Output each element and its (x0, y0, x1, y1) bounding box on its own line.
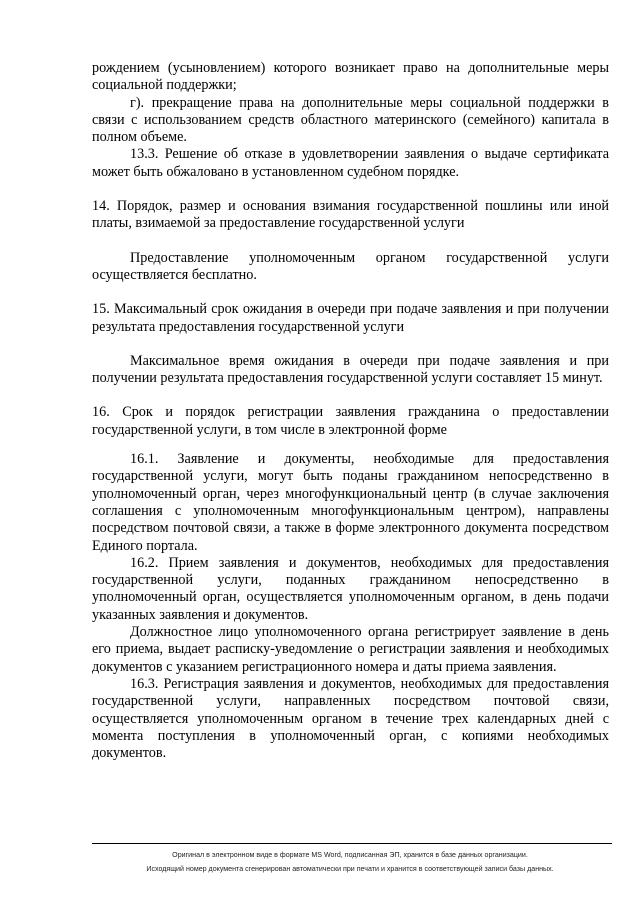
section-heading-16: 16. Срок и порядок регистрации заявления гражданина о предоставлении государственной услуги, в том числе в электронной форме (92, 404, 609, 438)
paragraph-registration-officer: Должностное лицо уполномоченного органа регистрирует заявление в день его приема, выдает расписку-уведомление о регистрации заявления и необходимых документов с указанием регистрационного номера и даты приема заявления. (92, 624, 609, 675)
section-heading-14: 14. Порядок, размер и основания взимания государственной пошлины или иной платы, взимаемой за предоставление государственной услуги (92, 198, 609, 232)
paragraph-queue-time: Максимальное время ожидания в очереди при подаче заявления и при получении результата предоставления государственной услуги составляет 15 минут. (92, 352, 609, 387)
section-heading-15: 15. Максимальный срок ожидания в очереди при подаче заявления и при получении результата предоставления государственной услуги (92, 301, 609, 335)
footer-line-2: Исходящий номер документа сгенерирован автоматически при печати и хранится в соответствующей записи базы данных. (146, 865, 554, 873)
paragraph-16-2: 16.2. Прием заявления и документов, необходимых для предоставления государственной услуги, поданных гражданином непосредственно в уполномоченный орган, осуществляется уполномоченным органом, в день подачи указанных заявления и документов. (92, 554, 609, 623)
paragraph-continuation: рождением (усыновлением) которого возникает право на дополнительные меры социальной поддержки; (92, 60, 609, 94)
paragraph-16-3: 16.3. Регистрация заявления и документов, необходимых для предоставления государственной услуги, направленных посредством почтовой связи, осуществляется уполномоченным органом в течение трех календарных дней с момента поступления в уполномоченный орган, с копиями необходимых документов. (92, 675, 609, 762)
footer-line-1: Оригинал в электронном виде в формате MS Word, подписанная ЭП, хранится в базе данных организации. (172, 851, 528, 859)
footer-divider (92, 843, 612, 844)
document-body (92, 60, 609, 762)
paragraph-free-service: Предоставление уполномоченным органом государственной услуги осуществляется бесплатно. (92, 249, 609, 283)
page-footer (60, 848, 640, 876)
paragraph-item-g: г). прекращение права на дополнительные меры социальной поддержки в связи с использованием средств областного материнского (семейного) капитала в полном объеме. (92, 94, 609, 146)
paragraph-16-1: 16.1. Заявление и документы, необходимые для предоставления государственной услуги, могут быть поданы гражданином непосредственно в уполномоченный орган, через многофункциональный центр (в случае заключения соглашения с уполномоченным многофункциональным центром), направлены посредством почтовой связи, а также в форме электронного документа посредством Единого портала. (92, 451, 609, 554)
paragraph-13-3: 13.3. Решение об отказе в удовлетворении заявления о выдаче сертификата может быть обжаловано в установленном судебном порядке. (92, 146, 609, 180)
